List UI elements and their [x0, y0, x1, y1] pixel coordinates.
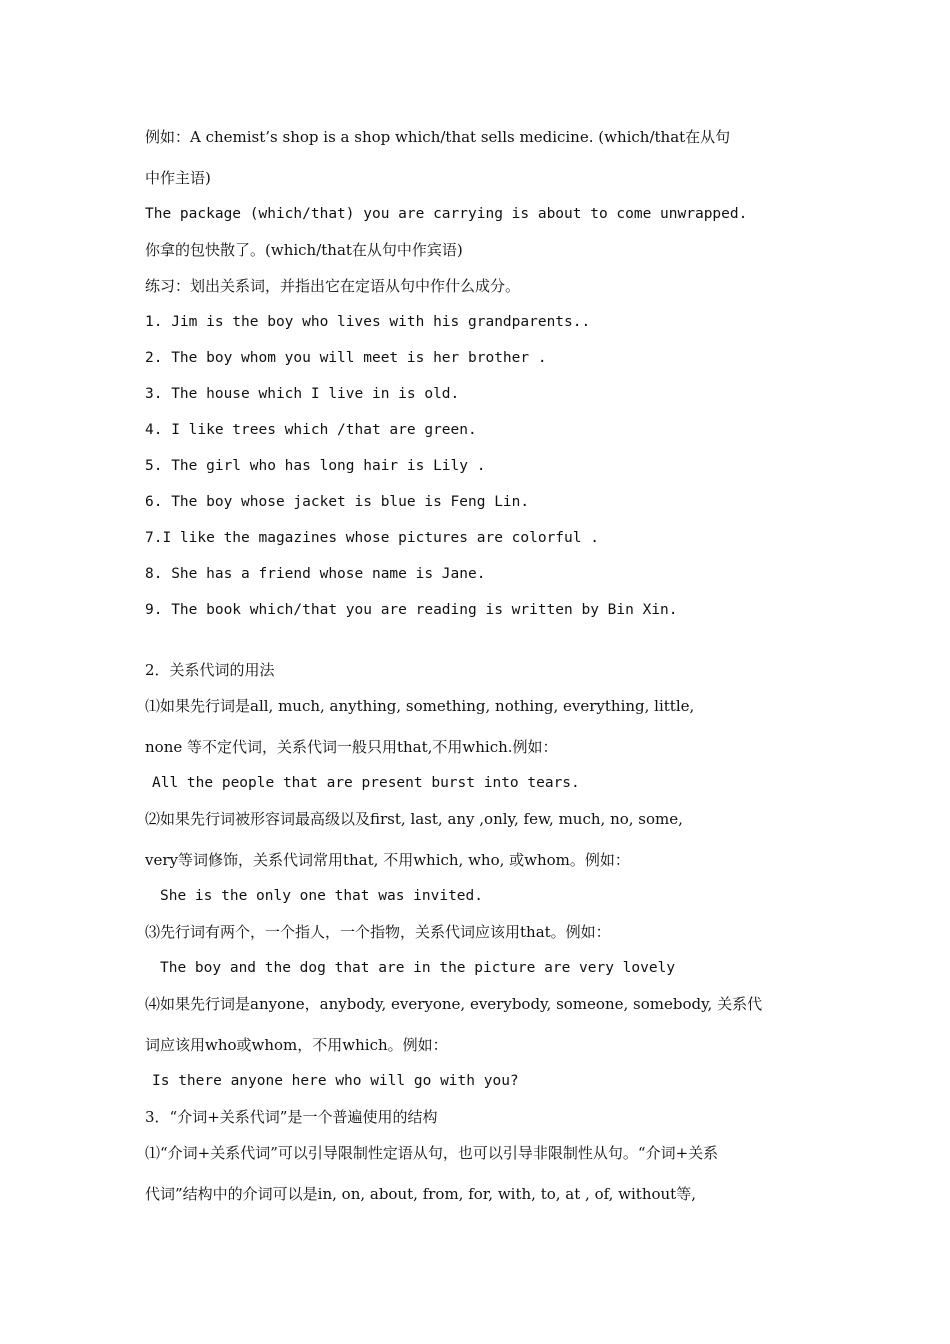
exercise-item-1: 1. Jim is the boy who lives with his grandparents..	[145, 314, 591, 330]
section-3-rule-1-line-2: 代词”结构中的介词可以是in, on, about, from, for, with, to, at , of, without等,	[145, 1185, 696, 1203]
rule-2-line-2: very等词修饰，关系代词常用that, 不用which, who, 或whom。例如：	[145, 851, 630, 869]
rule-3-example: The boy and the dog that are in the picture are very lovely	[160, 960, 676, 976]
section-heading-3: 3．“介词+关系代词”是一个普遍使用的结构	[145, 1108, 438, 1126]
rule-1-line-1: ⑴如果先行词是all, much, anything, something, nothing, everything, little,	[145, 697, 695, 715]
rule-4-line-2: 词应该用who或whom，不用which。例如：	[145, 1036, 448, 1054]
rule-1-example: All the people that are present burst into tears.	[152, 775, 580, 791]
exercise-item-9: 9. The book which/that you are reading is written by Bin Xin.	[145, 602, 678, 618]
rule-4-example: Is there anyone here who will go with you?	[152, 1073, 519, 1089]
exercise-item-6: 6. The boy whose jacket is blue is Feng Lin.	[145, 494, 530, 510]
exercise-item-8: 8. She has a friend whose name is Jane.	[145, 566, 486, 582]
section-3-rule-1-line-1: ⑴“介词+关系代词”可以引导限制性定语从句，也可以引导非限制性从句。“介词+关系	[145, 1144, 719, 1162]
example-sentence-2: The package (which/that) you are carrying is about to come unwrapped.	[145, 206, 748, 222]
exercise-instruction: 练习：划出关系词，并指出它在定语从句中作什么成分。	[145, 277, 521, 295]
rule-3-line-1: ⑶先行词有两个，一个指人，一个指物，关系代词应该用that。例如：	[145, 923, 611, 941]
example-note-1: 中作主语)	[145, 169, 211, 187]
exercise-item-4: 4. I like trees which /that are green.	[145, 422, 477, 438]
rule-4-line-1: ⑷如果先行词是anyone，anybody, everyone, everybody, someone, somebody, 关系代	[145, 995, 763, 1013]
rule-2-example: She is the only one that was invited.	[160, 888, 484, 904]
exercise-item-7: 7.I like the magazines whose pictures are colorful .	[145, 530, 599, 546]
rule-1-line-2: none 等不定代词，关系代词一般只用that,不用which.例如：	[145, 738, 558, 756]
example-translation-2: 你拿的包快散了。(which/that在从句中作宾语)	[145, 241, 463, 259]
rule-2-line-1: ⑵如果先行词被形容词最高级以及first, last, any ,only, few, much, no, some,	[145, 810, 683, 828]
exercise-item-2: 2. The boy whom you will meet is her brother .	[145, 350, 547, 366]
exercise-item-3: 3. The house which I live in is old.	[145, 386, 460, 402]
section-heading-2: 2．关系代词的用法	[145, 661, 275, 679]
exercise-item-5: 5. The girl who has long hair is Lily .	[145, 458, 486, 474]
example-sentence-1: 例如：A chemist’s shop is a shop which/that sells medicine. (which/that在从句	[145, 128, 731, 146]
